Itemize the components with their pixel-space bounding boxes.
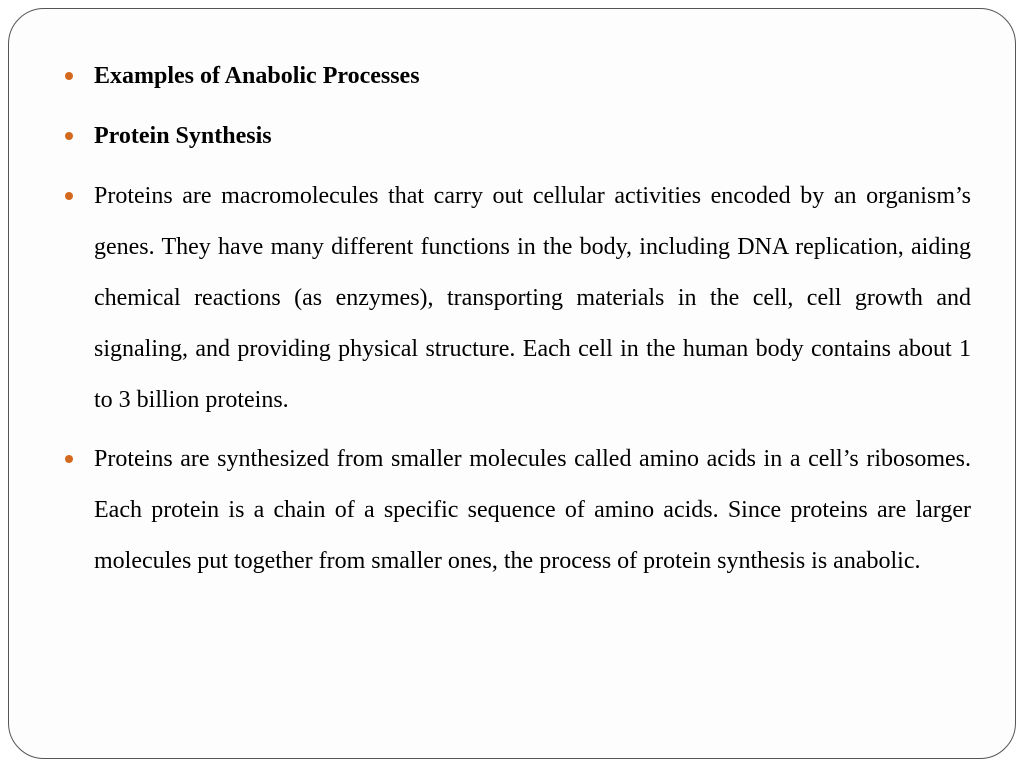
bullet-dot-icon	[65, 132, 73, 140]
bullet-dot-icon	[65, 72, 73, 80]
bullet-item-examples-heading	[65, 51, 971, 102]
paragraph-proteins-definition: Proteins are macromolecules that carry out cellular activities encoded by an organism’s genes. They have many different functions in the body, including DNA replication, aiding chemical reactions (as enzymes), transporting materials in the cell, cell growth and signaling, and providing physical structure. Each cell in the human body contains about 1 to 3 billion proteins.	[94, 183, 971, 413]
heading-examples-of-anabolic-processes: Examples of Anabolic Processes	[94, 63, 420, 89]
bullet-dot-icon	[65, 192, 73, 200]
bullet-dot-icon	[65, 455, 73, 463]
bullet-item-proteins-definition	[65, 171, 971, 426]
slide-frame	[8, 8, 1016, 759]
slide-content	[65, 51, 971, 587]
paragraph-protein-synthesis-process: Proteins are synthesized from smaller molecules called amino acids in a cell’s ribosomes. Each protein is a chain of a specific sequence of amino acids. Since proteins are larger molecules put together from smaller ones, the process of protein synthesis is anabolic.	[94, 446, 971, 574]
bullet-item-protein-synthesis	[65, 111, 971, 162]
bullet-item-protein-synthesis-process	[65, 434, 971, 587]
heading-protein-synthesis: Protein Synthesis	[94, 123, 272, 149]
